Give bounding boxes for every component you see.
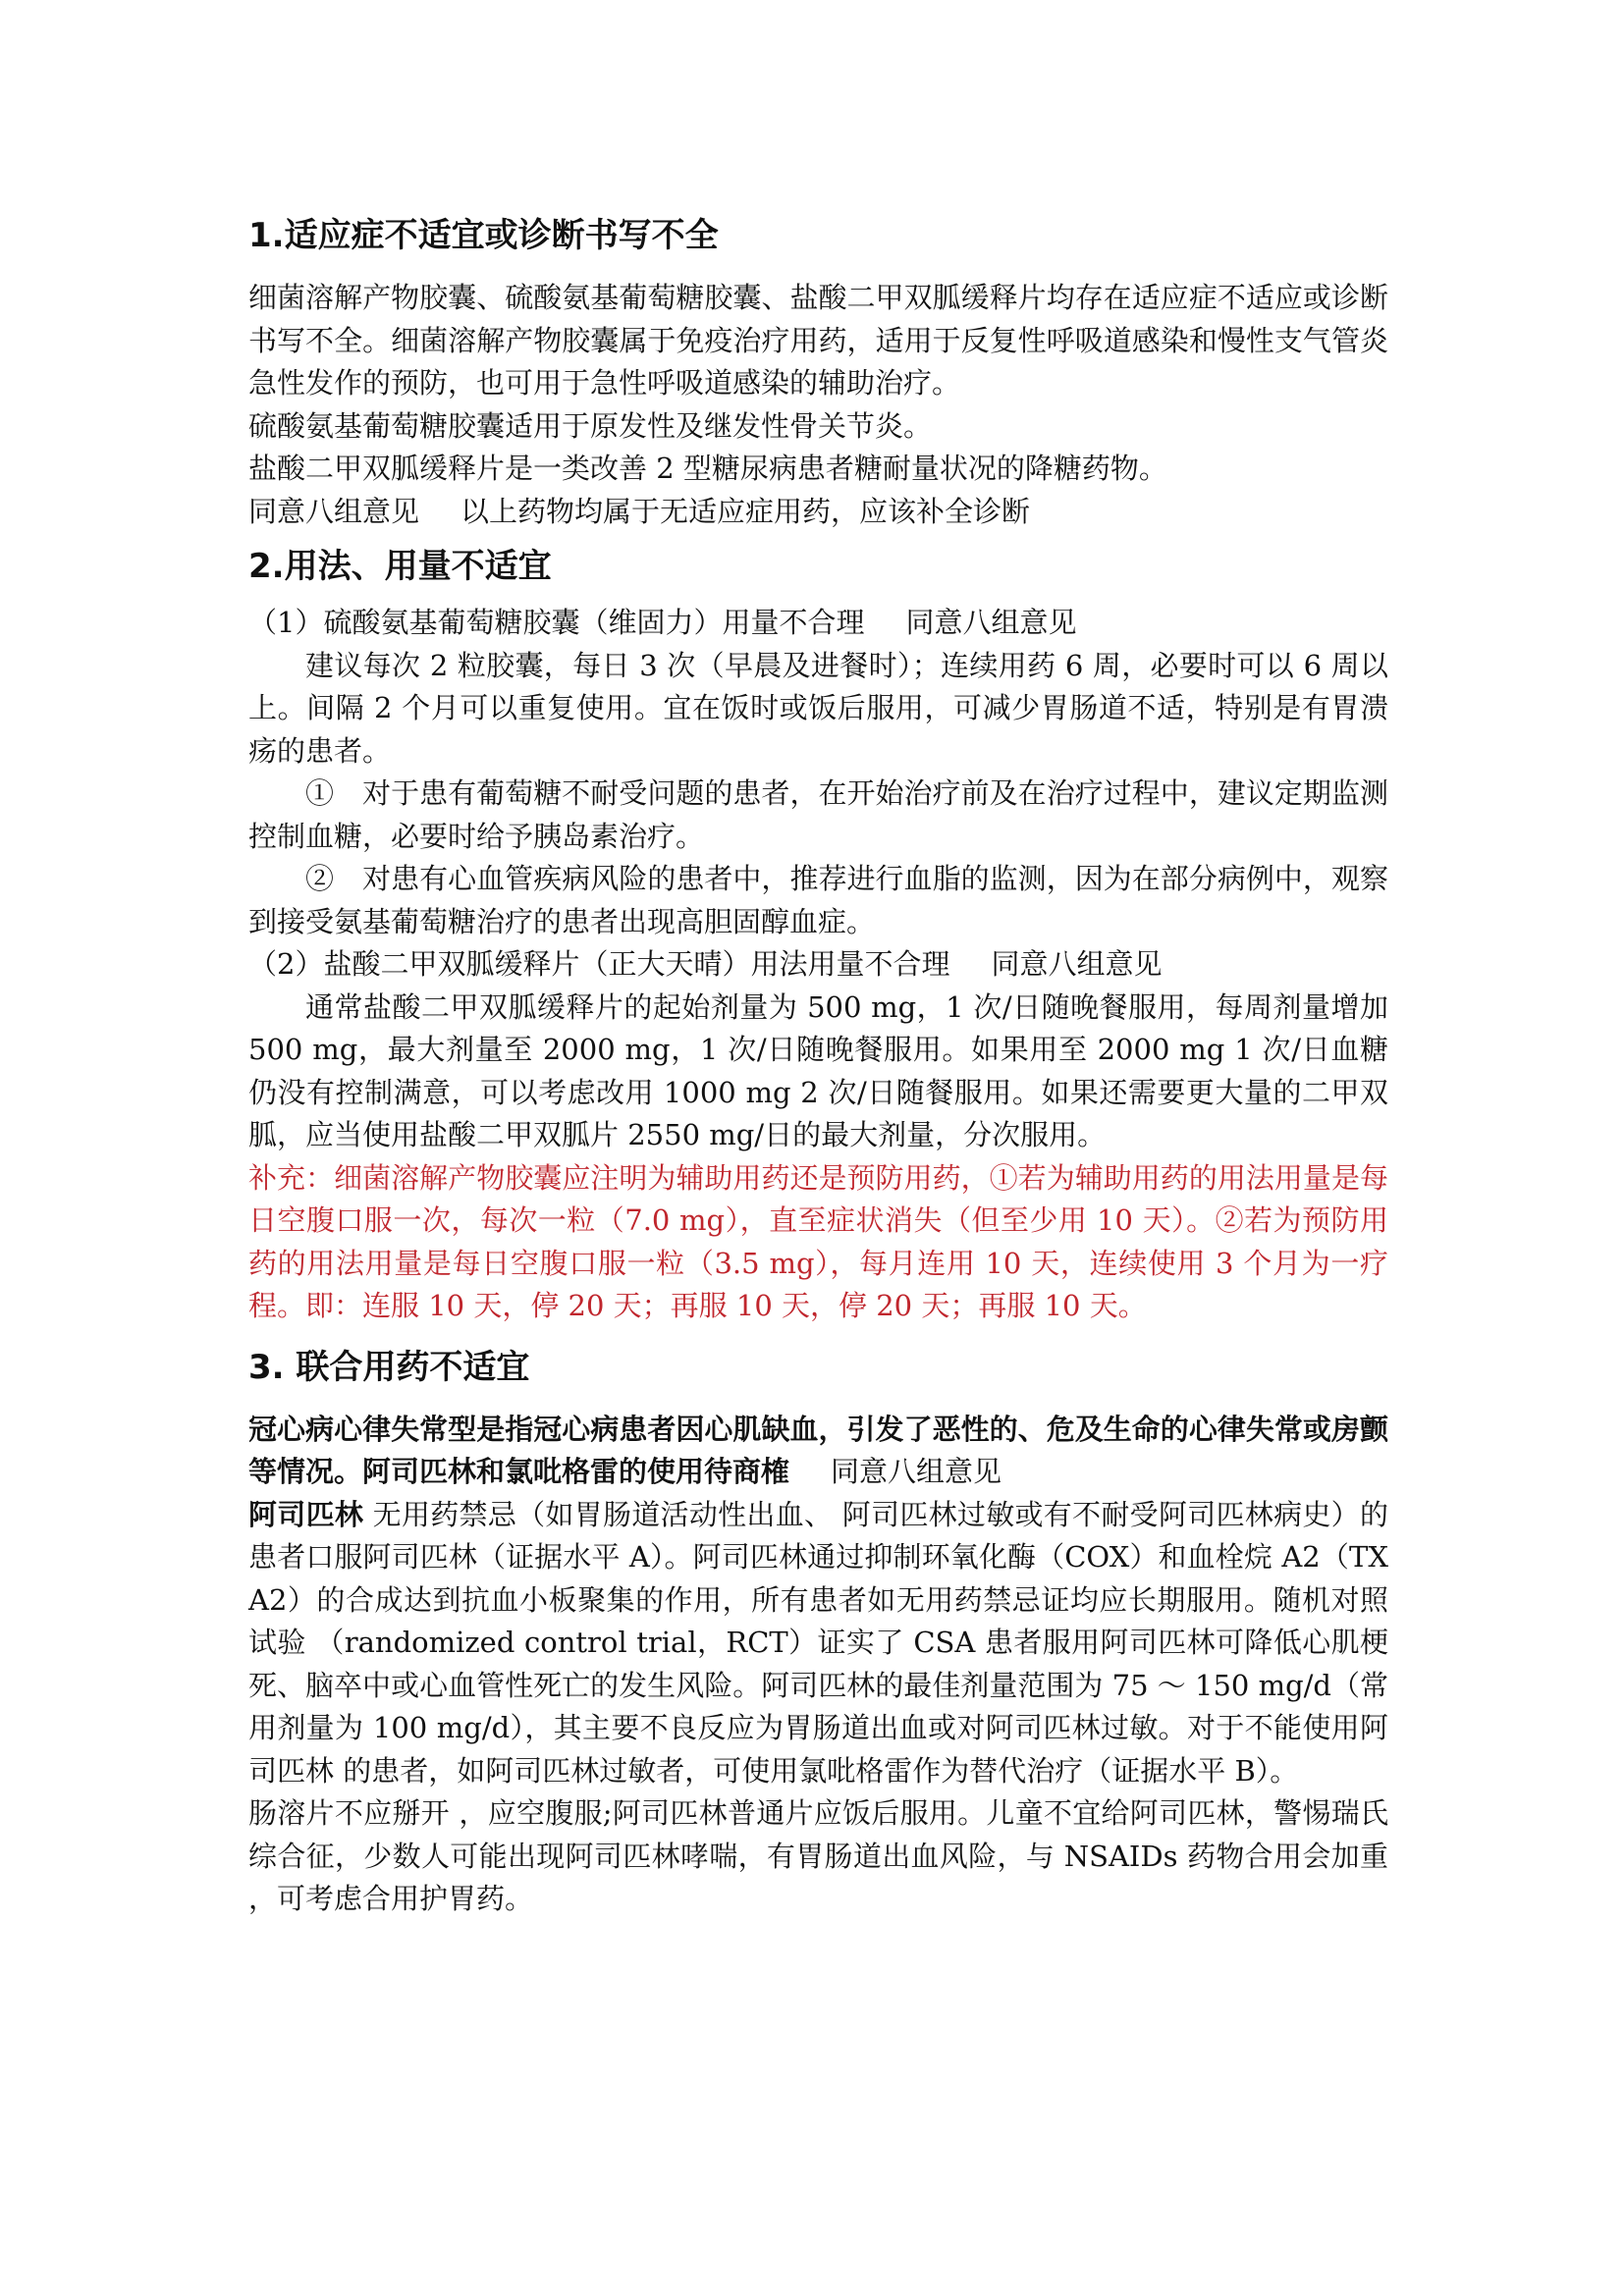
item-2-body: 通常盐酸二甲双胍缓释片的起始剂量为 500 mg，1 次/日随晚餐服用，每周剂量增加 500 mg，最大剂量至 2000 mg，1 次/日随晚餐服用。如果用至 2000 mg 1 次/日血糖仍没有控制满意，可以考虑改用 1000 mg 2 次/日随餐服用。如果还需要更大量的二甲双胍，应当使用盐酸二甲双胍片 2550 mg/日的最大剂量，分次服用。: [248, 989, 1388, 1151]
section-3-heading: 3. 联合用药不适宜: [248, 1347, 530, 1387]
aspirin-body: 无用药禁忌（如胃肠道活动性出血、 阿司匹林过敏或有不耐受阿司匹林病史）的患者口服阿司匹林（证据水平 A）。阿司匹林通过抑制环氧化酶（COX）和血栓烷 A2（TXA2）的合成达到抗血小板聚集的作用，所有患者如无用药禁忌证均应长期服用。随机对照试验 （randomized control trial，RCT）证实了 CSA 患者服用阿司匹林可降低心肌梗死、脑卒中或心血管性死亡的发生风险。阿司匹林的最佳剂量范围为 75 ～ 150 mg/d（常用剂量为 100 mg/d），其主要不良反应为胃肠道出血或对阿司匹林过敏。对于不能使用阿司匹林 的患者，如阿司匹林过敏者，可使用氯吡格雷作为替代治疗（证据水平 B）。: [248, 1497, 1388, 1788]
item-2-title-line: [248, 943, 1388, 987]
item-1-title-line: [248, 602, 1388, 645]
section-1-heading: 1.适应症不适宜或诊断书写不全: [248, 216, 719, 255]
item-2-title: （2）盐酸二甲双胍缓释片（正大天晴）用法用量不合理: [248, 947, 950, 981]
item-1-opinion: 同意八组意见: [905, 606, 1077, 639]
section-1-paragraph: 细菌溶解产物胶囊、硫酸氨基葡萄糖胶囊、盐酸二甲双胍缓释片均存在适应症不适应或诊断书写不全。细菌溶解产物胶囊属于免疫治疗用药，适用于反复性呼吸道感染和慢性支气管炎急性发作的预防，也可用于急性呼吸道感染的辅助治疗。: [248, 281, 1388, 400]
section-1-paragraph: 硫酸氨基葡萄糖胶囊适用于原发性及继发性骨关节炎。: [248, 408, 933, 443]
item-1-body: 建议每次 2 粒胶囊，每日 3 次（早晨及进餐时）；连续用药 6 周，必要时可以 6 周以上。间隔 2 个月可以重复使用。宜在饭时或饭后服用，可减少胃肠道不适，特别是有胃溃疡的患者。: [248, 648, 1388, 768]
closing-paragraph: 肠溶片不应掰开 ，应空腹服;阿司匹林普通片应饭后服用。儿童不宜给阿司匹林，警惕瑞氏综合征，少数人可能出现阿司匹林哮喘，有胃肠道出血风险，与 NSAIDs 药物合用会加重 ，可考虑合用护胃药。: [248, 1796, 1388, 1915]
supplement-note: 补充：细菌溶解产物胶囊应注明为辅助用药还是预防用药，①若为辅助用药的用法用量是每日空腹口服一次，每次一粒（7.0 mg），直至症状消失（但至少用 10 天）。②若为预防用药的用法用量是每日空腹口服一粒（3.5 mg），每月连用 10 天，连续使用 3 个月为一疗程。即：连服 10 天，停 20 天；再服 10 天，停 20 天；再服 10 天。: [248, 1160, 1388, 1322]
item-1-note: ② 对患有心血管疾病风险的患者中，推荐进行血脂的监测，因为在部分病例中，观察到接受氨基葡萄糖治疗的患者出现高胆固醇血症。: [248, 862, 1388, 938]
section-2-heading: 2.用法、用量不适宜: [248, 547, 552, 586]
conclusion-text: 以上药物均属于无适应症用药，应该补全诊断: [460, 494, 1031, 528]
item-1-note: ① 对于患有葡萄糖不耐受问题的患者，在开始治疗前及在治疗过程中，建议定期监测控制血糖，必要时给予胰岛素治疗。: [248, 776, 1388, 853]
intro-bold-text: 冠心病心律失常型是指冠心病患者因心肌缺血，引发了恶性的、危及生命的心律失常或房颤等情况。阿司匹林和氯吡格雷的使用待商榷: [248, 1412, 1388, 1488]
section-1-paragraph: 盐酸二甲双胍缓释片是一类改善 2 型糖尿病患者糖耐量状况的降糖药物。: [248, 452, 1167, 485]
aspirin-label: 阿司匹林: [248, 1497, 364, 1531]
item-1-title: （1）硫酸氨基葡萄糖胶囊（维固力）用量不合理: [248, 606, 865, 639]
item-2-opinion: 同意八组意见: [991, 947, 1163, 981]
section-1-opinion-line: [248, 491, 1388, 534]
section-3-intro: [248, 1409, 1388, 1494]
aspirin-paragraph: [248, 1494, 1388, 1793]
section-3-opinion: 同意八组意见: [831, 1455, 1002, 1488]
opinion-text: 同意八组意见: [248, 494, 420, 528]
